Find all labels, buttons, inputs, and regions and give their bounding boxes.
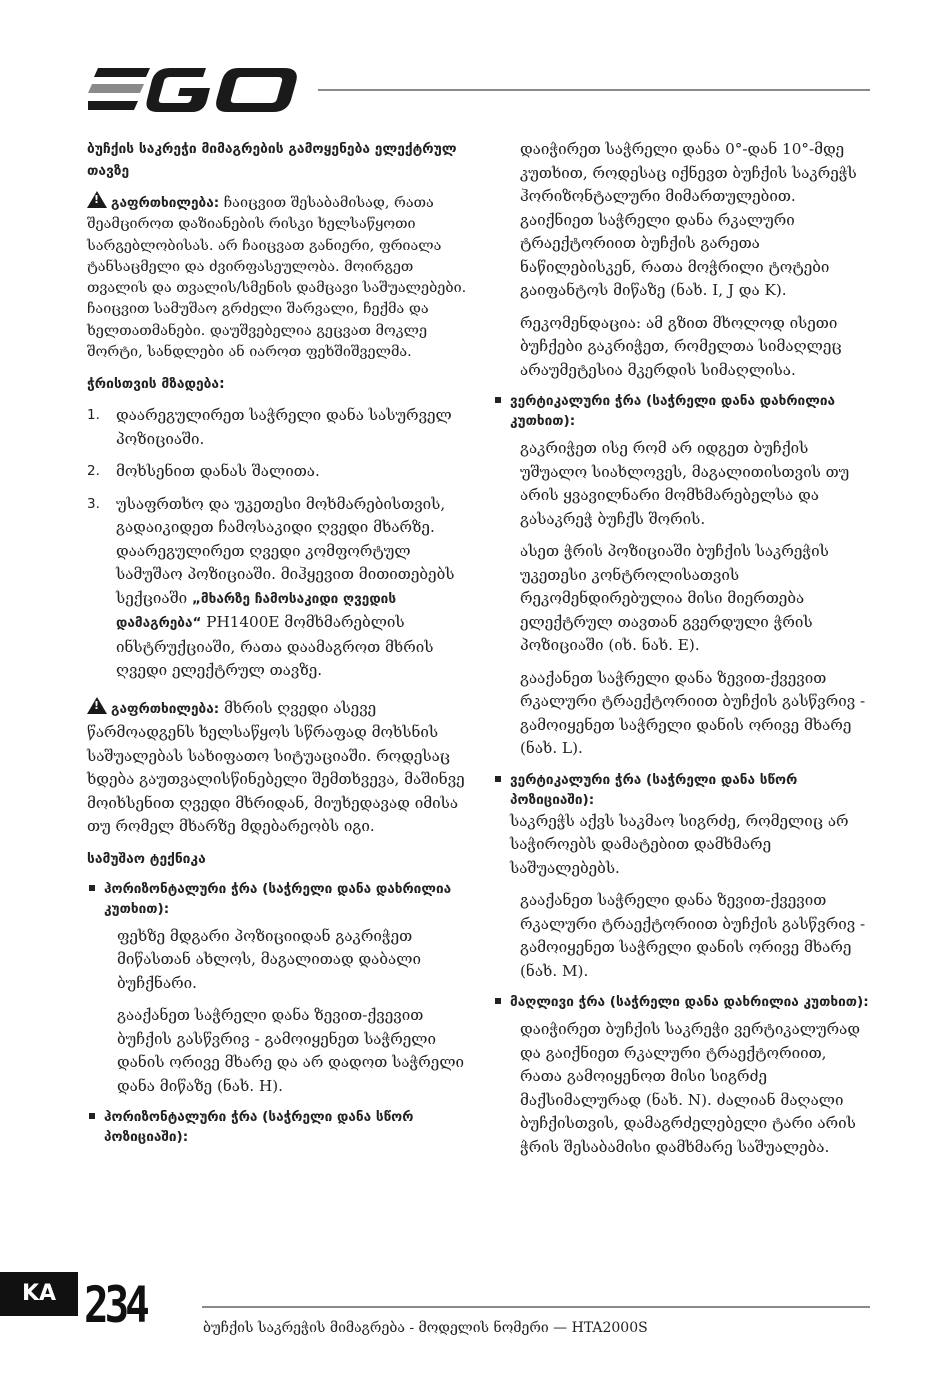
bullet-square-icon bbox=[495, 776, 501, 782]
technique-bullet bbox=[493, 992, 873, 1012]
technique-bullet bbox=[87, 1107, 475, 1147]
paragraph: საკრეჭს აქვს საკმაო სიგრძე, რომელიც არ საჭიროებს დამატებით დამხმარე საშუალებებს. bbox=[510, 811, 849, 877]
step-text: დაარეგულირეთ საჭრელი დანა სასურველ პოზიციაში. bbox=[116, 406, 452, 448]
warning-label: გაფრთხილება: bbox=[111, 700, 220, 717]
paragraph: რეკომენდაცია: ამ გზით მხოლოდ ისეთი ბუჩქები გაკრიჭეთ, რომელთა სიმაღლეც არაუმეტესია მკერდის სიმაღლისა. bbox=[520, 313, 842, 379]
footer-rule bbox=[202, 1306, 870, 1308]
bullet-square-icon bbox=[89, 1113, 95, 1119]
step-item bbox=[87, 460, 475, 484]
step-item bbox=[87, 404, 475, 451]
bullet-square-icon bbox=[89, 885, 95, 891]
right-column bbox=[493, 138, 873, 1168]
technique-bullet bbox=[493, 391, 873, 431]
bullet-title: მაღლივი ჭრა (საჭრელი დანა დახრილია კუთხით): bbox=[510, 994, 869, 1010]
bullet-square-icon bbox=[495, 397, 501, 403]
technique-bullet bbox=[493, 770, 873, 810]
footer-text: ბუჩქის საკრეჭის მიმაგრება - მოდელის ნომერი — HTA2000S bbox=[203, 1320, 648, 1336]
prep-heading: ჭრისთვის მზადება: bbox=[87, 376, 225, 393]
header-rule bbox=[318, 89, 870, 91]
paragraph: დაიჭირეთ საჭრელი დანა 0°-დან 10°-მდე კუთხით, როდესაც იქნევთ ბუჩქის საკრეჭს ჰორიზონტალური მიმართულებით. გაიქნიეთ საჭრელი დანა რკალური ტრაექტორიით ბუჩქის გარეთა ნაწილებისკენ, რათა მოჭრილი ტოტები გაიფანტოს მიწაზე (ნახ. I, J და K). bbox=[520, 140, 857, 299]
step-number: 3. bbox=[87, 495, 100, 512]
paragraph: ფეხზე მდგარი პოზიციიდან გაკრიჭეთ მიწასთან ახლოს, მაგალითად დაბალი ბუჩქნარი. bbox=[117, 926, 421, 992]
paragraph: გაკრიჭეთ ისე რომ არ იდგეთ ბუჩქის უშუალო სიახლოვეს, მაგალითისთვის თუ არის ყვავილნარი მომხმარებელსა და გასაკრეჭ ბუჩქს შორის. bbox=[520, 439, 850, 528]
section-title: ბუჩქის საკრეჭი მიმაგრების გამოყენება ელექტრულ თავზე bbox=[87, 141, 457, 179]
paragraph: გააქანეთ საჭრელი დანა ზევით-ქვევით რკალური ტრაექტორიით ბუჩქის გასწვრივ - გამოიყენეთ საჭრელი დანის ორივე მხარე (ნახ. M). bbox=[520, 891, 866, 980]
language-tab: KA bbox=[0, 1272, 78, 1316]
bullet-square-icon bbox=[495, 998, 501, 1004]
bullet-title: ჰორიზონტალური ჭრა (საჭრელი დანა სწორ პოზიციაში): bbox=[104, 1109, 414, 1146]
warning-label: გაფრთხილება: bbox=[111, 195, 220, 211]
ego-logo bbox=[88, 66, 300, 114]
step-text-continued: PH1400E მომხმარებლის ინსტრუქციაში, რათა დაამაგროთ მხრის ღვედი ელექტრულ თავზე. bbox=[116, 613, 434, 680]
step-number: 2. bbox=[87, 463, 100, 480]
step-number: 1. bbox=[87, 407, 100, 424]
paragraph: დაიჭირეთ ბუჩქის საკრეჭი ვერტიკალურად და გაიქნიეთ რკალური ტრაექტორიით, რათა გამოიყენოთ მისი სიგრძე მაქსიმალურად (ნახ. N). ძალიან მაღალი ბუჩქისთვის, დამაგრძელებელი ტარი არის ჭრის შესაბამისი დამხმარე საშუალება. bbox=[520, 1020, 860, 1156]
warning-icon bbox=[87, 697, 107, 714]
step-section-ref: „მხარზე ჩამოსაკიდი ღვედის დამაგრება“ bbox=[116, 590, 397, 632]
bullet-title: ჰორიზონტალური ჭრა (საჭრელი დანა დახრილია კუთხით): bbox=[104, 880, 452, 917]
warning-text: ჩაიცვით შესაბამისად, რათა შეამციროთ დაზიანების რისკი ხელსაწყოთი სარგებლობისას. არ ჩაიცვათ განიერი, ფრიალა ტანსაცმელი და ძვირფასეულობა. მოირგეთ თვალის და თვალის/სმენის დამცავი საშუალებები. ჩაიცვით სამუშაო გრძელი შარვალი, ჩექმა და ხელთათმანები. დაუშვებელია გეცვათ მოკლე შორტი, სანდლები ან იაროთ ფეხშიშველმა. bbox=[87, 195, 467, 361]
bullet-title: ვერტიკალური ჭრა (საჭრელი დანა დახრილია კუთხით): bbox=[510, 393, 836, 429]
paragraph: გააქანეთ საჭრელი დანა ზევით-ქვევით რკალური ტრაექტორიით ბუჩქის გასწვრივ - გამოიყენეთ საჭრელი დანის ორივე მხარე (ნახ. L). bbox=[520, 668, 866, 757]
step-text: უსაფრთხო და უკეთესი მოხმარებისთვის, გადაიკიდეთ ჩამოსაკიდი ღვედი მხარზე. დაარეგულირეთ ღვედი კომფორტულ სამუშაო პოზიციაში. მიჰყევით მითითებებს სექციაში bbox=[116, 494, 455, 607]
step-text: მოხსენით დანას შალითა. bbox=[116, 462, 320, 481]
warning-block-1 bbox=[87, 191, 475, 363]
warning-block-2 bbox=[87, 697, 475, 839]
technique-bullet bbox=[87, 879, 475, 919]
step-item bbox=[87, 493, 475, 683]
page-number: 234 bbox=[84, 1276, 146, 1334]
paragraph: გააქანეთ საჭრელი დანა ზევით-ქვევით ბუჩქის გასწვრივ - გამოიყენეთ საჭრელი დანის ორივე მხარე და არ დადოთ საჭრელი დანა მიწაზე (ნახ. H). bbox=[117, 1006, 465, 1095]
left-column bbox=[87, 138, 475, 1153]
warning-text: მხრის ღვედი ასევე წარმოადგენს ხელსაწყოს სწრაფად მოხსნის საშუალებას სახიფათო სიტუაციაში. როდესაც ხდება გაუთვალისწინებელი შემთხვევა, მაშინვე მოიხსენით ღვედი მხრიდან, მიუხედავად იმისა თუ რომელ მხარზე მდებარეობს იგი. bbox=[87, 698, 465, 836]
technique-heading: სამუშაო ტექნიკა bbox=[87, 850, 206, 867]
paragraph: ასეთ ჭრის პოზიციაში ბუჩქის საკრეჭის უკეთესი კონტროლისათვის რეკომენდირებულია მისი მიერთება ელექტრულ თავთან გვერდული ჭრის პოზიციაში (იხ. ნახ. E). bbox=[520, 542, 829, 654]
warning-icon bbox=[87, 191, 107, 208]
bullet-title: ვერტიკალური ჭრა (საჭრელი დანა სწორ პოზიციაში): bbox=[510, 771, 798, 808]
